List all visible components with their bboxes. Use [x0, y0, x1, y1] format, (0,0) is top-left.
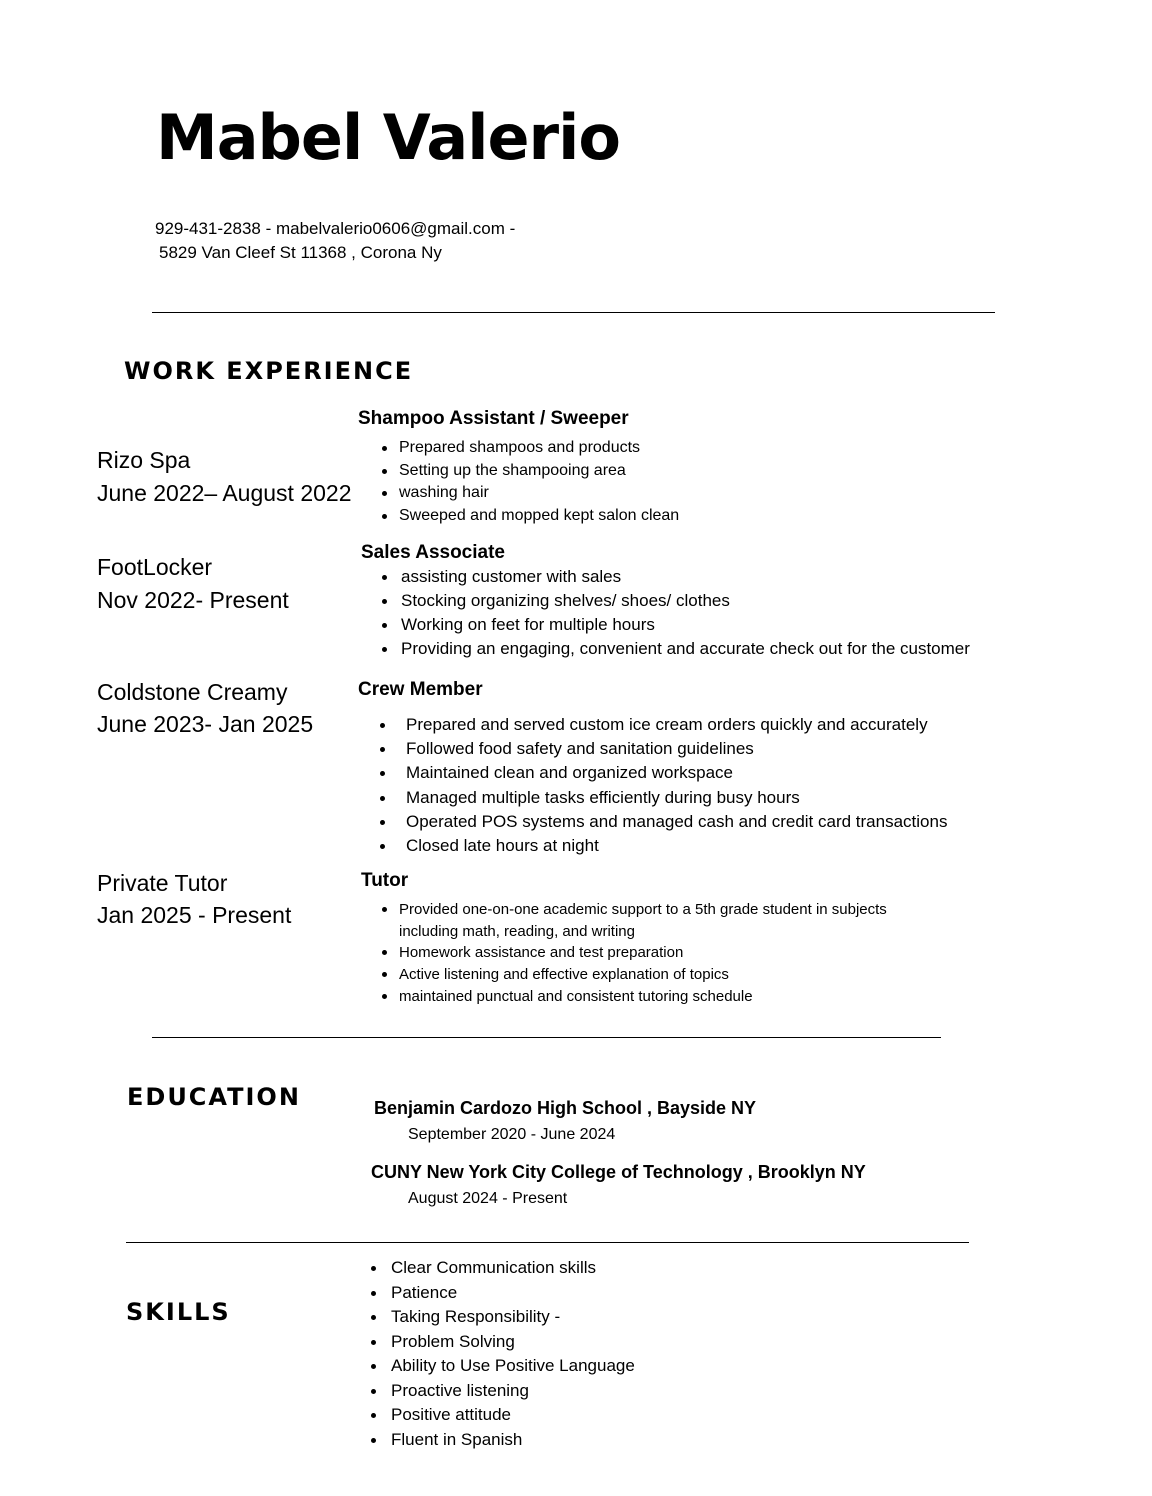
- job-duty: Stocking organizing shelves/ shoes/ clothes: [360, 589, 970, 613]
- job-duty: Prepared and served custom ice cream orders quickly and accurately: [360, 713, 947, 737]
- job-company: Private Tutor: [97, 870, 228, 896]
- job-company: FootLocker: [97, 554, 213, 580]
- job-duties-list: [358, 437, 679, 528]
- skill-item: Problem Solving: [361, 1330, 635, 1355]
- contact-line-address: 5829 Van Cleef St 11368 , Corona Ny: [159, 243, 442, 262]
- contact-line-phone-email: 929-431-2838 - mabelvalerio0606@gmail.com -: [155, 219, 516, 238]
- divider-work: [152, 1037, 941, 1038]
- skill-item: Proactive listening: [361, 1379, 635, 1404]
- job-duty: Setting up the shampooing area: [358, 460, 679, 483]
- job-dates: Jan 2025 - Present: [97, 902, 292, 928]
- job-duty: Working on feet for multiple hours: [360, 613, 970, 637]
- job-duty: Homework assistance and test preparation: [360, 942, 940, 964]
- job-duty: Maintained clean and organized workspace: [360, 761, 947, 785]
- job-duties-list: [360, 713, 947, 858]
- skills-heading: SKILLS: [126, 1298, 231, 1326]
- skill-item: Ability to Use Positive Language: [361, 1354, 635, 1379]
- education-school: Benjamin Cardozo High School , Bayside NY: [374, 1098, 757, 1118]
- job-duty: Providing an engaging, convenient and accurate check out for the customer: [360, 637, 970, 661]
- job-duty: Managed multiple tasks efficiently during busy hours: [360, 786, 947, 810]
- job-duty: Operated POS systems and managed cash and credit card transactions: [360, 810, 947, 834]
- job-duty: maintained punctual and consistent tutoring schedule: [360, 986, 940, 1008]
- job-role: Shampoo Assistant / Sweeper: [358, 408, 629, 429]
- job-duty: Followed food safety and sanitation guidelines: [360, 737, 947, 761]
- job-role: Tutor: [361, 870, 409, 891]
- education-heading: EDUCATION: [127, 1083, 301, 1111]
- skill-item: Patience: [361, 1281, 635, 1306]
- job-duty: assisting customer with sales: [360, 565, 970, 589]
- job-company: Rizo Spa: [97, 447, 191, 473]
- job-duty: Closed late hours at night: [360, 834, 947, 858]
- job-duty: Sweeped and mopped kept salon clean: [358, 505, 679, 528]
- job-duty: washing hair: [358, 482, 679, 505]
- job-role: Crew Member: [358, 679, 483, 700]
- job-duty: Active listening and effective explanation of topics: [360, 964, 940, 986]
- job-duties-list: [360, 899, 940, 1008]
- job-duties-list: [360, 565, 970, 661]
- job-company: Coldstone Creamy: [97, 679, 288, 705]
- divider-education: [126, 1242, 969, 1243]
- skill-item: Positive attitude: [361, 1403, 635, 1428]
- job-dates: Nov 2022- Present: [97, 587, 289, 613]
- candidate-name: Mabel Valerio: [156, 101, 620, 174]
- job-duty: Provided one-on-one academic support to a 5th grade student in subjects including math, reading, and writing: [360, 899, 940, 942]
- skill-item: Fluent in Spanish: [361, 1428, 635, 1453]
- job-duty: Prepared shampoos and products: [358, 437, 679, 460]
- education-school: CUNY New York City College of Technology , Brooklyn NY: [371, 1162, 866, 1182]
- skills-list: [361, 1256, 635, 1452]
- skill-item: Taking Responsibility -: [361, 1305, 635, 1330]
- job-dates: June 2022– August 2022: [97, 480, 352, 506]
- skill-item: Clear Communication skills: [361, 1256, 635, 1281]
- job-dates: June 2023- Jan 2025: [97, 711, 314, 737]
- work-experience-heading: WORK EXPERIENCE: [124, 357, 414, 385]
- job-role: Sales Associate: [361, 542, 505, 563]
- education-dates: August 2024 - Present: [408, 1190, 568, 1207]
- divider-header: [152, 312, 995, 313]
- education-dates: September 2020 - June 2024: [408, 1126, 616, 1143]
